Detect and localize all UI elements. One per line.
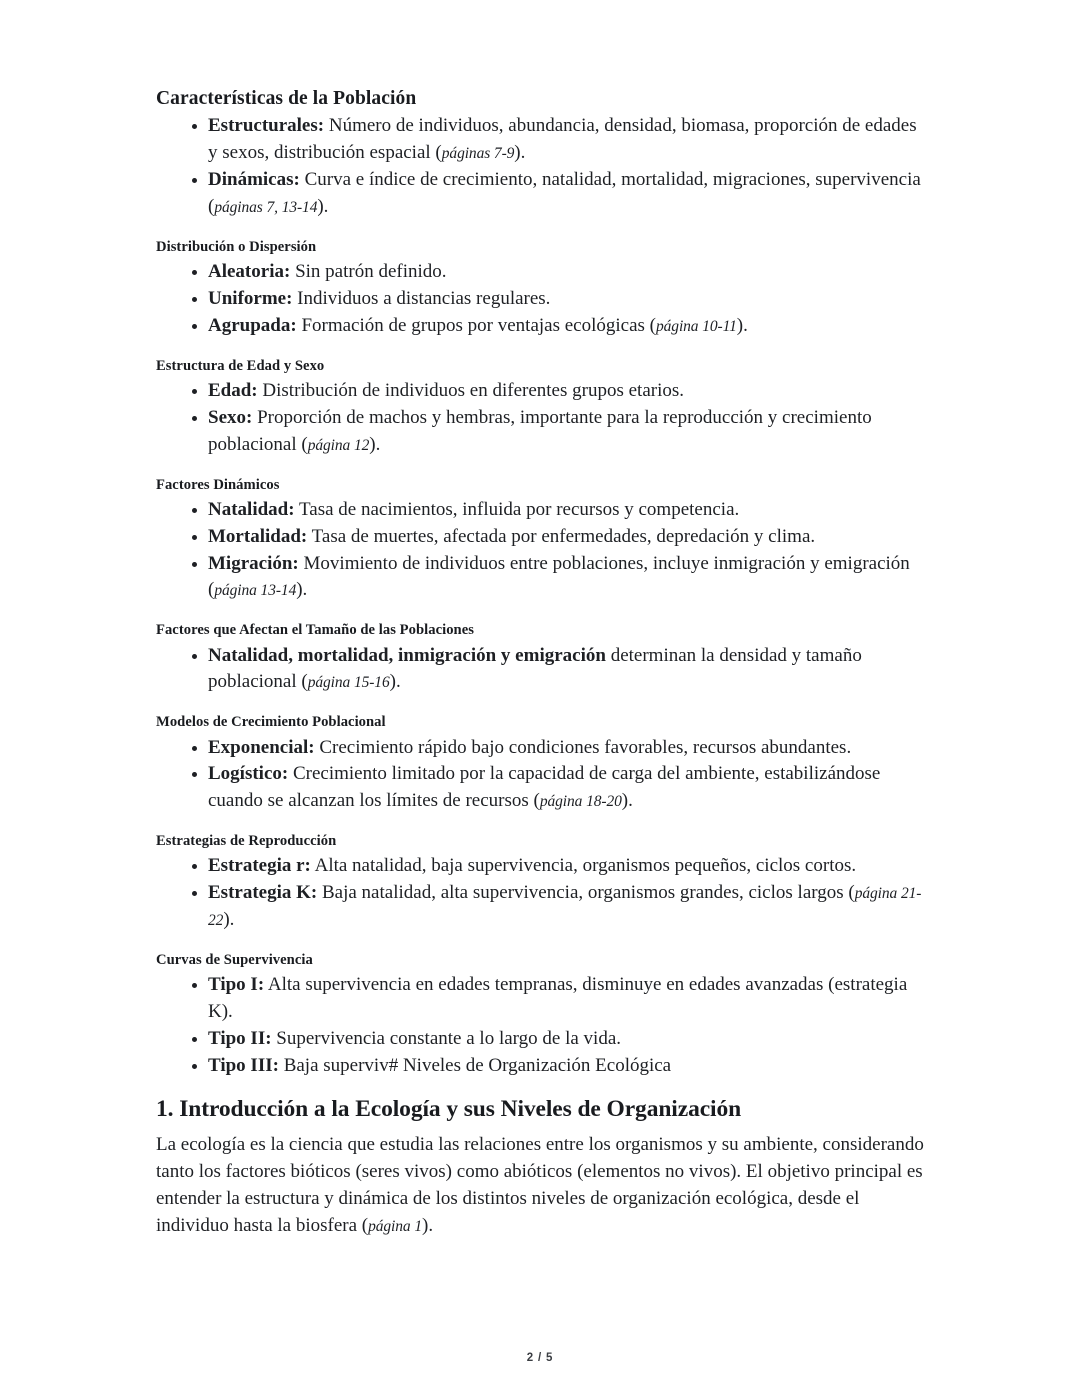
section-heading: Estructura de Edad y Sexo [156, 357, 325, 374]
list-item-text: Alta supervivencia en edades tempranas, disminuye en edades avanzadas (estrategia K). [208, 974, 908, 1023]
list-item-tail: ). [621, 790, 633, 812]
bullet-list [156, 972, 928, 1080]
list-item [156, 761, 928, 815]
section-heading: Estrategias de Reproducción [156, 833, 337, 850]
list-item-term: Tipo I: [208, 974, 265, 996]
list-item-text: Alta natalidad, baja supervivencia, organismos pequeños, ciclos cortos. [310, 855, 857, 877]
article-paragraph-wrapper [156, 1132, 928, 1240]
section-block [156, 621, 928, 696]
list-item [156, 286, 928, 313]
list-item-tail: ). [317, 195, 329, 217]
section-block [156, 86, 928, 221]
list-item-text: Baja natalidad, alta supervivencia, organismos grandes, ciclos largos ( [317, 882, 855, 904]
bullet-list [156, 735, 928, 816]
article-paragraph [156, 1132, 928, 1240]
bullet-list [156, 853, 928, 934]
list-item-text: determinan la densidad y tamaño poblacional ( [208, 644, 862, 693]
list-item-tail: ). [223, 909, 235, 931]
list-item-text: Sin patrón definido. [290, 261, 447, 283]
list-item-term: Estructurales: [208, 115, 325, 137]
list-item-tail: ). [736, 314, 748, 336]
section-block [156, 713, 928, 815]
list-item-text: Movimiento de individuos entre poblaciones, incluye inmigración y emigración ( [208, 552, 910, 601]
paragraph-text: La ecología es la ciencia que estudia las relaciones entre los organismos y su ambiente, considerando tanto los factores bióticos (seres vivos) como abióticos (elementos no vivos). El objetivo principal es entender la estructura y dinámica de los distintos niveles de organización ecológica, desde el individuo hasta la biosfera ( [156, 1134, 924, 1237]
section-heading: Factores Dinámicos [156, 476, 280, 493]
list-item-text: Crecimiento rápido bajo condiciones favorables, recursos abundantes. [314, 736, 852, 758]
list-item [156, 405, 928, 459]
bullet-list [156, 259, 928, 340]
list-item-term: Dinámicas: [208, 169, 300, 191]
list-item [156, 113, 928, 167]
page-reference: página 18-20 [539, 793, 622, 811]
list-item [156, 643, 928, 697]
list-item-text: Individuos a distancias regulares. [292, 287, 551, 309]
list-item-term: Estrategia r: [208, 855, 311, 877]
list-item-text: Supervivencia constante a lo largo de la vida. [271, 1028, 621, 1050]
section-block [156, 238, 928, 340]
list-item-term: Aleatoria: [208, 261, 291, 283]
sections-container [156, 86, 928, 1080]
list-item [156, 1026, 928, 1053]
list-item-term: Tipo III: [208, 1054, 279, 1076]
bullet-list [156, 643, 928, 697]
page-reference: páginas 7-9 [441, 145, 515, 163]
page-footer [0, 1352, 1080, 1364]
document-content [156, 86, 928, 1240]
list-item-term: Uniforme: [208, 287, 293, 309]
list-item [156, 524, 928, 551]
list-item-term: Estrategia K: [208, 882, 318, 904]
list-item-text: Número de individuos, abundancia, densidad, biomasa, proporción de edades y sexos, distribución espacial ( [208, 115, 917, 164]
list-item-term: Mortalidad: [208, 525, 308, 547]
page-reference: páginas 7, 13-14 [214, 198, 318, 216]
list-item-term: Natalidad: [208, 498, 295, 520]
section-block [156, 357, 928, 459]
article-block [156, 1094, 928, 1240]
list-item-term: Logístico: [208, 763, 289, 785]
list-item [156, 378, 928, 405]
section-heading: Modelos de Crecimiento Poblacional [156, 714, 386, 731]
page-number-indicator: 2 / 5 [526, 1352, 554, 1364]
page-reference: página 1 [368, 1218, 422, 1236]
list-item-term: Natalidad, mortalidad, inmigración y emigración [208, 644, 606, 666]
list-item-text: Distribución de individuos en diferentes grupos etarios. [257, 379, 684, 401]
page-title: 1. Introducción a la Ecología y sus Niveles de Organización [156, 1095, 742, 1122]
list-item-text: Curva e índice de crecimiento, natalidad, mortalidad, migraciones, supervivencia ( [208, 169, 921, 217]
list-item-term: Edad: [208, 379, 258, 401]
list-item-term: Agrupada: [208, 314, 297, 336]
list-item-tail: ). [369, 433, 381, 455]
bullet-list [156, 497, 928, 605]
list-item [156, 1053, 928, 1080]
list-item [156, 880, 928, 934]
list-item-tail: ). [389, 671, 401, 693]
section-block [156, 832, 928, 934]
bullet-list [156, 113, 928, 221]
list-item [156, 551, 928, 605]
section-heading: Factores que Afectan el Tamaño de las Poblaciones [156, 622, 474, 639]
section-heading: Características de la Población [156, 88, 417, 109]
list-item [156, 497, 928, 524]
list-item [156, 313, 928, 340]
section-block [156, 476, 928, 605]
list-item [156, 735, 928, 762]
list-item-term: Sexo: [208, 406, 253, 428]
list-item-text: Formación de grupos por ventajas ecológicas ( [296, 314, 656, 336]
list-item [156, 972, 928, 1026]
list-item [156, 167, 928, 221]
list-item-text: Tasa de muertes, afectada por enfermedades, depredación y clima. [307, 525, 816, 547]
section-block [156, 951, 928, 1080]
list-item-text: Crecimiento limitado por la capacidad de carga del ambiente, estabilizándose cuando se alcanzan los límites de recursos ( [208, 763, 881, 812]
list-item-tail: ). [296, 579, 308, 601]
list-item-term: Tipo II: [208, 1028, 272, 1050]
list-item-tail: ). [514, 142, 526, 164]
page-reference: página 12 [307, 436, 370, 454]
page-reference: página 21-22 [208, 885, 922, 930]
bullet-list [156, 378, 928, 459]
list-item-text: Baja superviv# Niveles de Organización Ecológica [278, 1054, 672, 1076]
list-item [156, 259, 928, 286]
list-item-text: Tasa de nacimientos, influida por recursos y competencia. [294, 498, 740, 520]
section-heading: Distribución o Dispersión [156, 238, 317, 255]
page-reference: página 13-14 [214, 582, 297, 600]
section-heading: Curvas de Supervivencia [156, 952, 313, 969]
page-reference: página 10-11 [656, 317, 737, 335]
list-item-term: Exponencial: [208, 736, 315, 758]
list-item-term: Migración: [208, 552, 299, 574]
page-reference: página 15-16 [307, 674, 390, 692]
paragraph-tail: ). [422, 1215, 434, 1237]
list-item [156, 853, 928, 880]
list-item-text: Proporción de machos y hembras, importante para la reproducción y crecimiento poblacional ( [208, 406, 872, 455]
